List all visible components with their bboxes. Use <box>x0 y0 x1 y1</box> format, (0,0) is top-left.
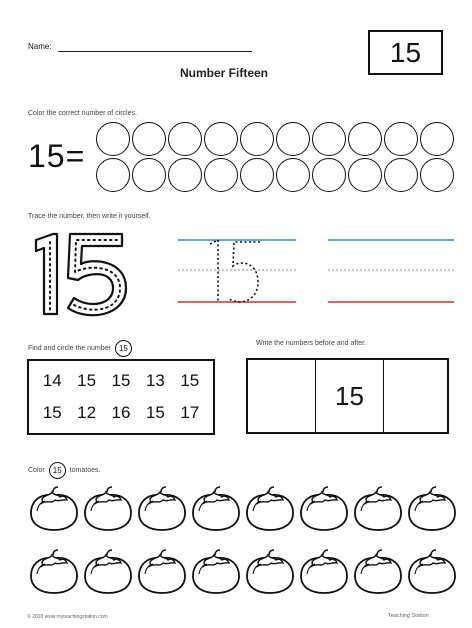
find-number[interactable]: 16 <box>111 403 131 422</box>
color-circle[interactable] <box>132 122 166 156</box>
find-number[interactable]: 17 <box>180 403 200 422</box>
color-circle[interactable] <box>204 122 238 156</box>
find-number[interactable]: 13 <box>145 371 165 390</box>
find-number-box <box>27 359 215 435</box>
color-circle[interactable] <box>312 122 346 156</box>
find-number[interactable]: 15 <box>42 403 62 422</box>
color-circle[interactable] <box>240 122 274 156</box>
color-circle[interactable] <box>312 158 346 192</box>
before-cell[interactable] <box>248 360 316 432</box>
trace-one-dots <box>210 240 218 302</box>
color-circle[interactable] <box>348 158 382 192</box>
find-target-badge: 15 <box>115 340 132 357</box>
tomato-instruction-prefix: Color <box>28 467 45 474</box>
tomato-icon[interactable] <box>136 548 188 595</box>
tomato-icon[interactable] <box>406 548 458 595</box>
after-cell[interactable] <box>384 360 447 432</box>
find-number[interactable]: 15 <box>180 371 200 390</box>
trace-five-dots <box>228 242 260 302</box>
tomato-icon[interactable] <box>298 485 350 532</box>
find-number[interactable]: 15 <box>111 371 131 390</box>
color-circle[interactable] <box>276 158 310 192</box>
footer-brand: Teaching Station <box>388 613 429 619</box>
page-title: Number Fifteen <box>179 66 268 80</box>
find-number[interactable]: 14 <box>42 371 62 390</box>
tomato-instruction-suffix: tomatoes. <box>69 467 101 474</box>
outline-five-shape <box>68 234 126 315</box>
name-line <box>58 51 252 52</box>
tomato-icon[interactable] <box>82 548 134 595</box>
tomato-icon[interactable] <box>298 548 350 595</box>
color-circle[interactable] <box>204 158 238 192</box>
find-instruction <box>28 340 132 357</box>
tomato-icon[interactable] <box>406 485 458 532</box>
color-circle[interactable] <box>420 122 454 156</box>
name-label: Name: <box>28 42 52 51</box>
find-number[interactable]: 12 <box>77 403 97 422</box>
number-box: 15 <box>368 30 443 75</box>
footer-copyright: © 2018 www.myteachingstation.com <box>27 614 108 620</box>
color-circle[interactable] <box>348 122 382 156</box>
color-circle[interactable] <box>96 158 130 192</box>
circles-instruction: Color the correct number of circles. <box>28 110 137 117</box>
color-circle[interactable] <box>168 158 202 192</box>
color-circle[interactable] <box>384 122 418 156</box>
tomato-instruction <box>28 462 100 479</box>
tomato-icon[interactable] <box>28 548 80 595</box>
tomato-icon[interactable] <box>352 485 404 532</box>
tomato-icon[interactable] <box>190 485 242 532</box>
handwriting-lines <box>178 236 454 308</box>
color-circle[interactable] <box>132 158 166 192</box>
color-circle[interactable] <box>168 122 202 156</box>
color-circle[interactable] <box>240 158 274 192</box>
tomato-icon[interactable] <box>190 548 242 595</box>
tomato-icon[interactable] <box>82 485 134 532</box>
tomato-icon[interactable] <box>244 485 296 532</box>
tomato-grid <box>28 485 458 595</box>
color-circle[interactable] <box>96 122 130 156</box>
color-circle[interactable] <box>384 158 418 192</box>
find-instruction-text: Find and circle the number <box>28 345 111 352</box>
equation-label: 15= <box>28 138 86 174</box>
tomato-icon[interactable] <box>136 485 188 532</box>
tomato-target-badge: 15 <box>49 462 66 479</box>
tomato-icon[interactable] <box>28 485 80 532</box>
middle-cell: 15 <box>316 360 384 432</box>
tomato-icon[interactable] <box>244 548 296 595</box>
circles-grid <box>96 122 466 192</box>
color-circle[interactable] <box>276 122 310 156</box>
trace-instruction: Trace the number, then write it yourself. <box>28 213 151 220</box>
tomato-icon[interactable] <box>352 548 404 595</box>
big-trace-number <box>30 232 130 317</box>
before-after-box <box>246 358 449 434</box>
before-after-instruction: Write the numbers before and after. <box>256 340 366 347</box>
find-number[interactable]: 15 <box>145 403 165 422</box>
color-circle[interactable] <box>420 158 454 192</box>
find-number[interactable]: 15 <box>77 371 97 390</box>
outline-one-shape <box>36 234 57 314</box>
